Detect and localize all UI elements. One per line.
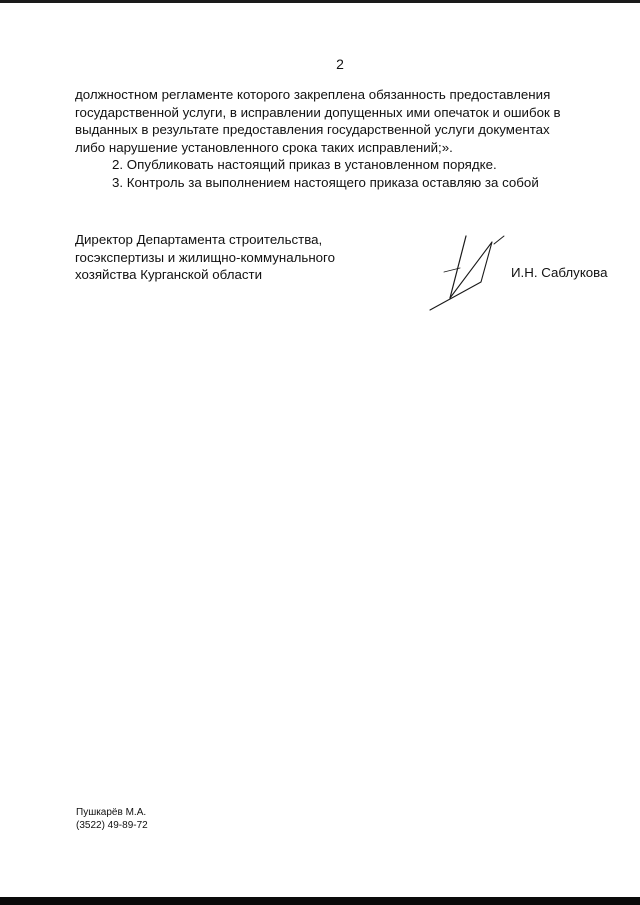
page-number: 2: [336, 56, 344, 72]
signer-title-line: госэкспертизы и жилищно-коммунального: [75, 249, 336, 265]
scan-top-edge: [0, 0, 640, 3]
handwritten-signature: [420, 228, 520, 318]
executor-name: Пушкарёв М.А.: [76, 807, 147, 818]
signer-title-line: Директор Департамента строительства,: [75, 232, 323, 247]
paragraph-line: должностном регламенте которого закреплена обязанность предоставления: [75, 87, 551, 102]
paragraph-line: государственной услуги, в исправлении допущенных ими опечаток и ошибок в: [75, 104, 561, 120]
signer-name: И.Н. Саблукова: [511, 265, 608, 280]
paragraph-line: выданных в результате предоставления государственной услуги документах: [75, 122, 550, 137]
order-item-2: 2. Опубликовать настоящий приказ в установленном порядке.: [112, 157, 497, 172]
signer-title-line: хозяйства Курганской области: [75, 267, 263, 282]
paragraph-line: либо нарушение установленного срока таких исправлений;».: [75, 139, 453, 155]
executor-phone: (3522) 49-89-72: [76, 820, 148, 831]
scan-bottom-edge: [0, 897, 640, 905]
order-item-3: 3. Контроль за выполнением настоящего приказа оставляю за собой: [112, 174, 539, 190]
executor-info: [76, 806, 148, 832]
signer-title: [75, 231, 375, 284]
document-body: [75, 86, 609, 191]
